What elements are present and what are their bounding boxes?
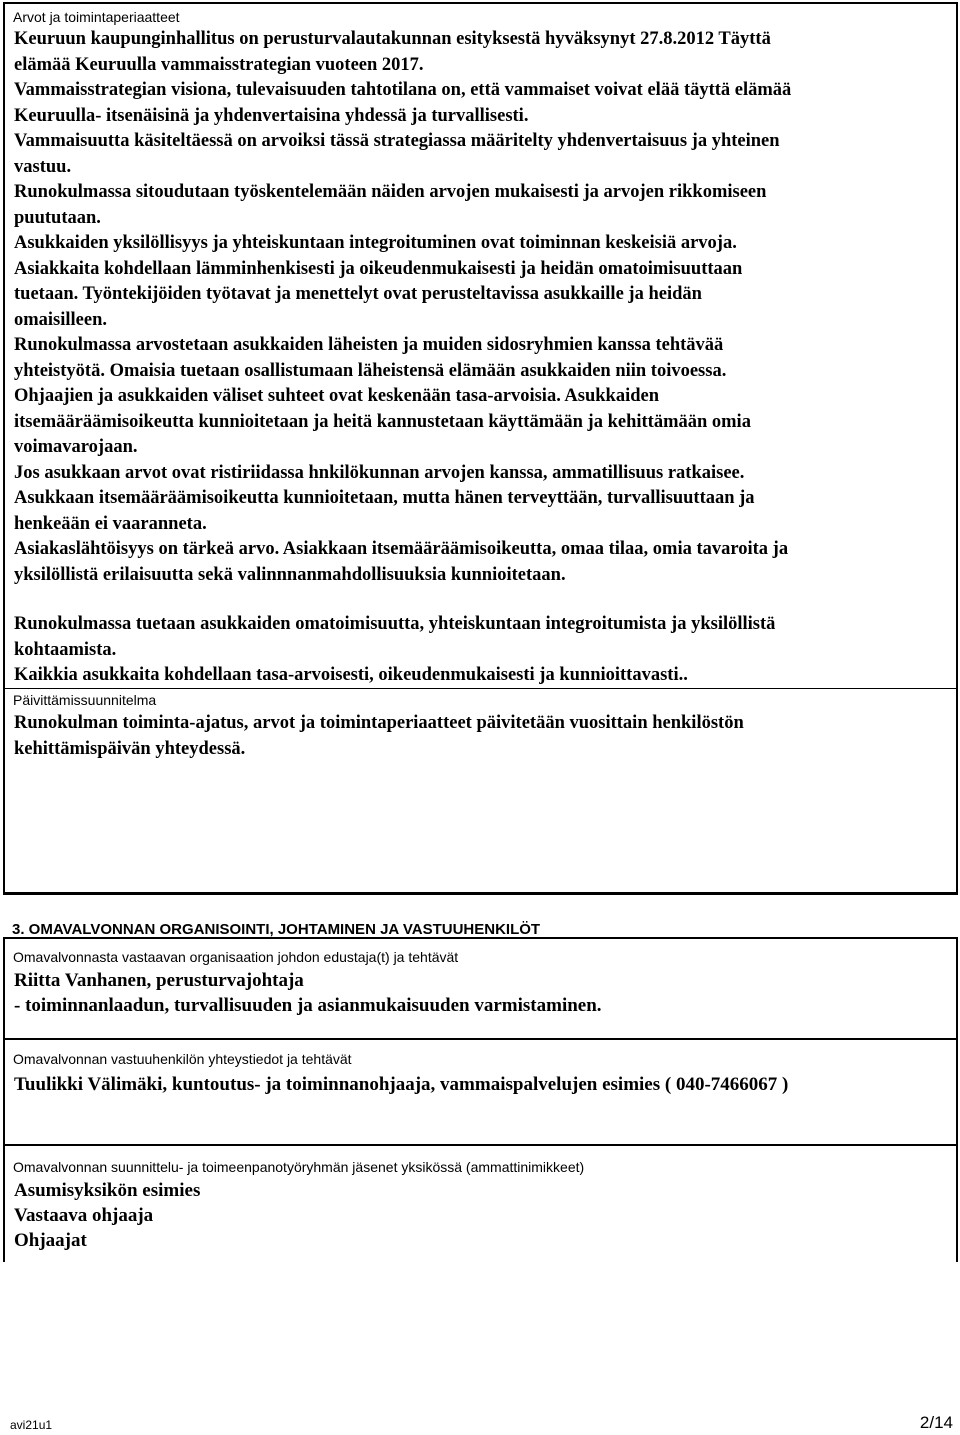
- document-code: avi21u1: [10, 1418, 53, 1432]
- values-line: Asukkaan itsemääräämisoikeutta kunnioitetaan, mutta hänen terveyttään, turvallisuuttaan ja: [14, 488, 755, 508]
- values-line: Asiakaslähtöisyys on tärkeä arvo. Asiakkaan itsemääräämisoikeutta, omaa tilaa, omia tavaroita ja: [14, 539, 789, 559]
- management-rep-line: - toiminnanlaadun, turvallisuuden ja asianmukaisuuden varmistaminen.: [14, 995, 602, 1016]
- update-plan-line: kehittämispäivän yhteydessä.: [14, 738, 246, 759]
- responsible-person-label: Omavalvonnan vastuuhenkilön yhteystiedot ja tehtävät: [13, 1051, 352, 1067]
- divider: [5, 688, 956, 689]
- working-group-label: Omavalvonnan suunnittelu- ja toimeenpanotyöryhmän jäsenet yksikössä (ammattinimikkeet): [13, 1159, 585, 1175]
- update-plan-line: Runokulman toiminta-ajatus, arvot ja toimintaperiaatteet päivitetään vuosittain henkilöstön: [14, 713, 744, 733]
- management-rep-text: [14, 968, 602, 1018]
- update-plan-text: [14, 711, 744, 762]
- update-plan-heading: Päivittämissuunnitelma: [13, 692, 157, 708]
- working-group-line: Ohjaajat: [14, 1230, 87, 1251]
- page-number: 2/14: [919, 1413, 953, 1432]
- values-heading: Arvot ja toimintaperiaatteet: [13, 9, 180, 25]
- values-line: henkeään ei vaaranneta.: [14, 513, 207, 534]
- values-line: Asukkaiden yksilöllisyys ja yhteiskuntaan integroituminen ovat toiminnan keskeisiä arvoja.: [14, 233, 737, 253]
- values-line: Runokulmassa tuetaan asukkaiden omatoimisuutta, yhteiskuntaan integroitumista ja yksilöllistä: [14, 614, 776, 634]
- values-line: yhteistyötä. Omaisia tuetaan osallistumaan läheistensä elämään asukkaiden niin toivoessa.: [14, 360, 727, 381]
- values-line: Kaikkia asukkaita kohdellaan tasa-arvoisesti, oikeudenmukaisesti ja kunnioittavasti..: [14, 665, 688, 685]
- working-group-line: Asumisyksikön esimies: [14, 1180, 201, 1201]
- values-line: Runokulmassa sitoudutaan työskentelemään näiden arvojen mukaisesti ja arvojen rikkomiseen: [14, 182, 767, 202]
- management-rep-label: Omavalvonnasta vastaavan organisaation johdon edustaja(t) ja tehtävät: [13, 949, 459, 965]
- responsible-person-box: [3, 1038, 958, 1144]
- values-text-summary: [14, 612, 775, 689]
- values-line: Runokulmassa arvostetaan asukkaiden läheisten ja muiden sidosryhmien kanssa tehtävää: [14, 335, 724, 355]
- section3-title: 3. OMAVALVONNAN ORGANISOINTI, JOHTAMINEN JA VASTUUHENKILÖT: [12, 921, 541, 938]
- values-line: yksilöllistä erilaisuutta sekä valinnnanmahdollisuuksia kunnioitetaan.: [14, 564, 566, 585]
- values-text: [14, 27, 791, 588]
- values-line: voimavarojaan.: [14, 437, 138, 457]
- values-line: Keuruun kaupunginhallitus on perusturvalautakunnan esityksestä hyväksynyt 27.8.2012 Täyttä: [14, 29, 771, 49]
- values-line: kohtaamista.: [14, 639, 117, 660]
- values-line: Keuruulla- itsenäisinä ja yhdenvertaisina yhdessä ja turvallisesti.: [14, 105, 529, 126]
- values-line: vastuu.: [14, 156, 72, 177]
- working-group-text: [14, 1178, 200, 1253]
- management-rep-line: Riitta Vanhanen, perusturvajohtaja: [14, 970, 304, 991]
- values-line: Vammaisuutta käsiteltäessä on arvoiksi tässä strategiassa määritelty yhdenvertaisuus ja yhteinen: [14, 131, 780, 151]
- values-line: puututaan.: [14, 207, 101, 228]
- values-section-box: [3, 2, 958, 895]
- values-line: Ohjaajien ja asukkaiden väliset suhteet ovat keskenään tasa-arvoisia. Asukkaiden: [14, 386, 660, 406]
- values-line: Jos asukkaan arvot ovat ristiriidassa hnkilökunnan arvojen kanssa, ammatillisuus ratkaisee.: [14, 462, 745, 483]
- working-group-box: [3, 1144, 958, 1262]
- values-line: Asiakkaita kohdellaan lämminhenkisesti ja oikeudenmukaisesti ja heidän omatoimisuuttaan: [14, 258, 743, 279]
- responsible-person-text: [14, 1072, 788, 1097]
- values-line: tuetaan. Työntekijöiden työtavat ja menettelyt ovat perusteltavissa asukkaille ja heidän: [14, 284, 702, 304]
- values-line: Vammaisstrategian visiona, tulevaisuuden tahtotilana on, että vammaiset voivat elää täyttä elämää: [14, 80, 792, 100]
- values-line: itsemääräämisoikeutta kunnioitetaan ja heitä kannustetaan käyttämään ja kehittämään omia: [14, 411, 751, 432]
- working-group-line: Vastaava ohjaaja: [14, 1205, 154, 1226]
- values-line: elämää Keuruulla vammaisstrategian vuoteen 2017.: [14, 54, 424, 75]
- values-line: omaisilleen.: [14, 309, 108, 330]
- responsible-person-line: Tuulikki Välimäki, kuntoutus- ja toiminnanohjaaja, vammaispalvelujen esimies ( 040-7466067 ): [14, 1074, 789, 1095]
- management-rep-box: [3, 937, 958, 1038]
